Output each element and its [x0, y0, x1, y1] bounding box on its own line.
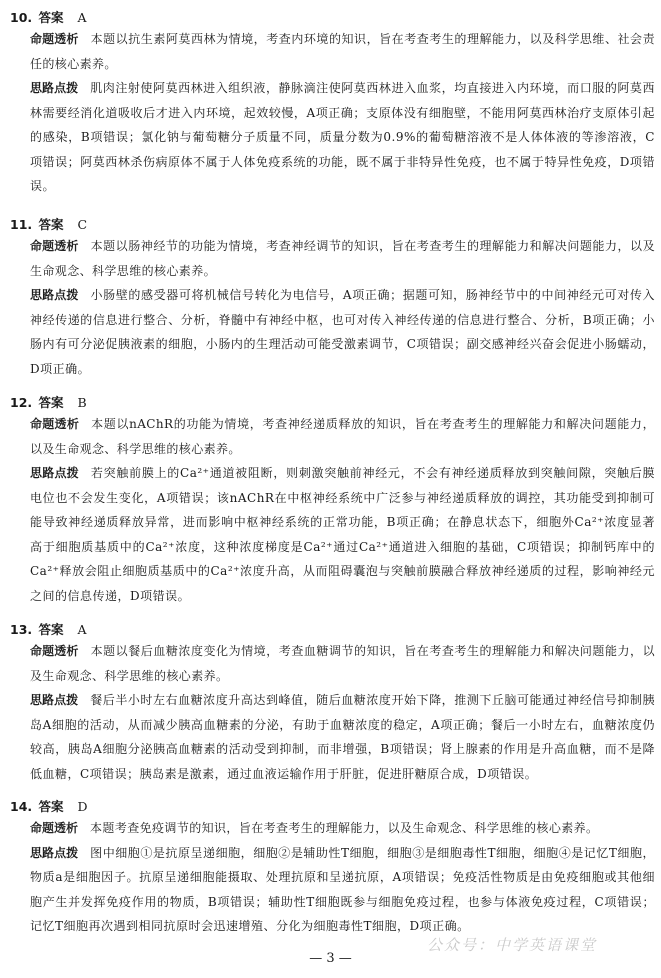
analysis-paragraph [10, 27, 655, 76]
analysis-paragraph [10, 234, 655, 283]
question-10 [10, 9, 655, 199]
hint-paragraph [10, 461, 655, 608]
hint-text: 小肠壁的感受器可将机械信号转化为电信号，A项正确；据题可知，肠神经节中的中间神经元可对传入神经传递的信息进行整合、分析，脊髓中有神经中枢，也可对传入神经传递的信息进行整合、分析，B项正确；小肠内有可分泌促胰液素的细胞，小肠内的生理活动可能受激素调节，C项错误；副交感神经兴奋会促进小肠蠕动，D项正确。 [30, 288, 655, 376]
analysis-paragraph [10, 639, 655, 688]
analysis-text: 本题以餐后血糖浓度变化为情境，考查血糖调节的知识，旨在考查考生的理解能力和解决问题能力，以及生命观念、科学思维的核心素养。 [30, 644, 655, 683]
question-14 [10, 798, 655, 939]
hint-text: 图中细胞①是抗原呈递细胞，细胞②是辅助性T细胞，细胞③是细胞毒性T细胞，细胞④是记忆T细胞，物质a是细胞因子。抗原呈递细胞能摄取、处理抗原和呈递抗原，A项错误；免疫活性物质是由免疫细胞或其他细胞产生并发挥免疫作用的物质，B项错误；辅助性T细胞既参与细胞免疫过程，也参与体液免疫过程，C项错误；记忆T细胞再次遇到相同抗原时会迅速增殖、分化为细胞毒性T细胞，D项正确。 [30, 845, 655, 933]
answer-line [10, 216, 655, 234]
page-number: — 3 — [309, 951, 352, 966]
analysis-label: 命题透析 [30, 239, 79, 253]
hint-paragraph [10, 841, 655, 939]
hint-text: 餐后半小时左右血糖浓度升高达到峰值，随后血糖浓度开始下降，推测下丘脑可能通过神经信号抑制胰岛A细胞的活动，从而减少胰高血糖素的分泌，有助于血糖浓度的稳定，A项正确；餐后一小时左右，血糖浓度仍较高，胰岛A细胞分泌胰高血糖素的活动受到抑制，而非增强，B项错误；肾上腺素的作用是升高血糖，而不是降低血糖，C项错误；胰岛素是激素，通过血液运输作用于肝脏，促进肝糖原合成，D项错误。 [30, 693, 655, 781]
analysis-text: 本题以抗生素阿莫西林为情境，考查内环境的知识，旨在考查考生的理解能力，以及科学思维、社会责任的核心素养。 [30, 32, 655, 71]
analysis-paragraph [10, 816, 655, 841]
hint-text: 肌肉注射使阿莫西林进入组织液，静脉滴注使阿莫西林进入血浆，均直接进入内环境，而口服的阿莫西林需要经消化道吸收后才进入内环境，起效较慢，A项正确；支原体没有细胞壁，不能用阿莫西林治疗支原体引起的感染，B项错误；氯化钠与葡萄糖分子质量不同，质量分数为0.9%的葡萄糖溶液不是人体体液的等渗溶液，C项错误；阿莫西林杀伤病原体不属于人体免疫系统的功能，既不属于非特异性免疫，也不属于特异性免疫，D项错误。 [30, 81, 655, 193]
answer-label: 答案 [38, 799, 64, 814]
answer-choice: D [77, 799, 88, 814]
answer-choice: B [77, 395, 87, 410]
question-number: 12. [10, 395, 33, 410]
hint-label: 思路点拨 [30, 693, 79, 707]
question-number: 13. [10, 622, 33, 637]
answer-line [10, 9, 655, 27]
analysis-label: 命题透析 [30, 644, 79, 658]
hint-label: 思路点拨 [30, 81, 79, 95]
hint-label: 思路点拨 [30, 288, 79, 302]
analysis-paragraph [10, 412, 655, 461]
answer-line [10, 394, 655, 412]
question-number: 11. [10, 217, 33, 232]
hint-label: 思路点拨 [30, 466, 79, 480]
answer-line [10, 621, 655, 639]
analysis-text: 本题以肠神经节的功能为情境，考查神经调节的知识，旨在考查考生的理解能力和解决问题能力，以及生命观念、科学思维的核心素养。 [30, 239, 655, 278]
analysis-label: 命题透析 [30, 821, 79, 835]
analysis-label: 命题透析 [30, 32, 79, 46]
answer-label: 答案 [38, 217, 64, 232]
hint-paragraph [10, 76, 655, 199]
answer-line [10, 798, 655, 816]
hint-label: 思路点拨 [30, 845, 79, 860]
analysis-text: 本题以nAChR的功能为情境，考查神经递质释放的知识，旨在考查考生的理解能力和解决问题能力，以及生命观念、科学思维的核心素养。 [30, 417, 655, 456]
question-number: 10. [10, 10, 33, 25]
hint-paragraph [10, 688, 655, 786]
question-12 [10, 394, 655, 608]
analysis-label: 命题透析 [30, 417, 80, 431]
hint-paragraph [10, 283, 655, 381]
answer-choice: C [77, 217, 88, 232]
answer-label: 答案 [38, 10, 64, 25]
hint-text: 若突触前膜上的Ca²⁺通道被阻断，则刺激突触前神经元，不会有神经递质释放到突触间隙，突触后膜电位也不会发生变化，A项错误；该nAChR在中枢神经系统中广泛参与神经递质释放的调控，其功能受到抑制可能导致神经递质释放异常，进而影响中枢神经系统的正常功能，B项正确；在静息状态下，细胞外Ca²⁺浓度显著高于细胞质基质中的Ca²⁺浓度，这种浓度梯度是Ca²⁺通过Ca²⁺通道进入细胞的基础，C项错误；抑制钙库中的Ca²⁺释放会阻止细胞质基质中的Ca²⁺浓度升高，从而阻碍囊泡与突触前膜融合释放神经递质的过程，影响神经元之间的信息传递，D项错误。 [30, 466, 655, 603]
answer-label: 答案 [38, 622, 64, 637]
watermark: 公众号：中学英语课堂 [427, 936, 598, 954]
answer-label: 答案 [38, 395, 64, 410]
answer-choice: A [77, 622, 87, 637]
question-13 [10, 621, 655, 786]
analysis-text: 本题考查免疫调节的知识，旨在考查考生的理解能力，以及生命观念、科学思维的核心素养。 [90, 821, 599, 835]
question-11 [10, 216, 655, 381]
question-number: 14. [10, 799, 33, 814]
answer-choice: A [77, 10, 87, 25]
